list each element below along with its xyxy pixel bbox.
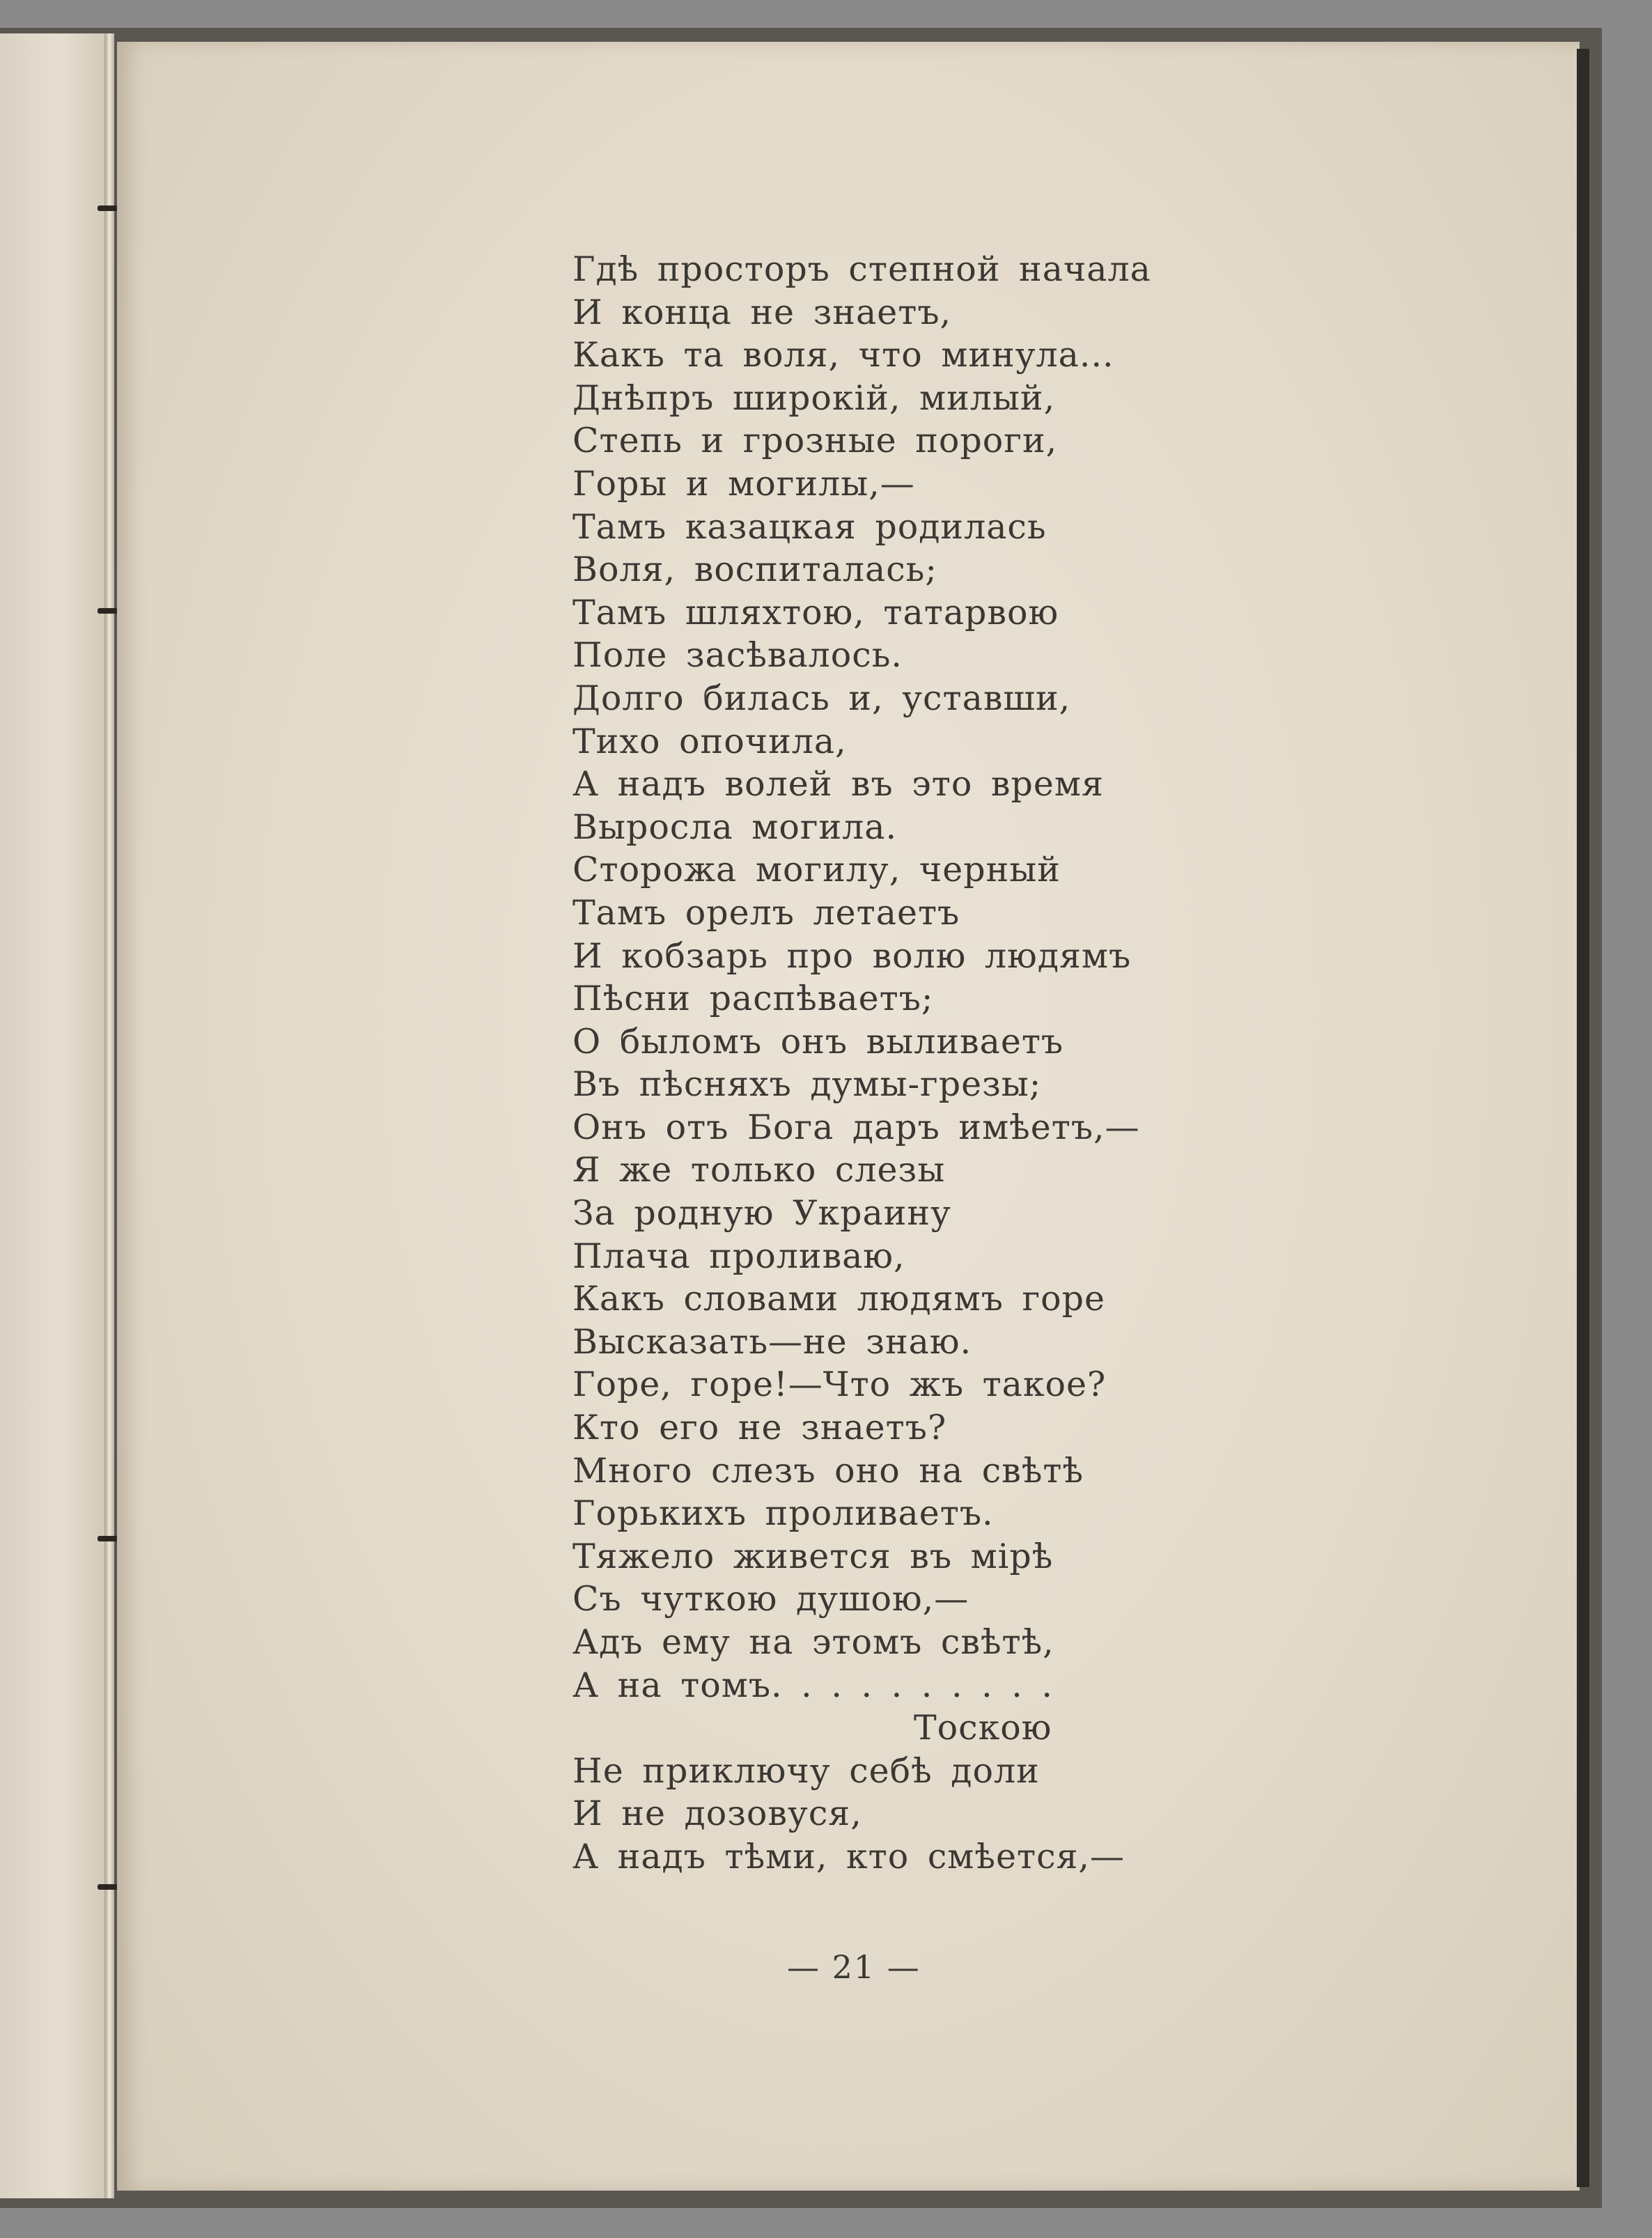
- binding-thread: [104, 33, 114, 2198]
- poem-line: Я же только слезы: [572, 1150, 946, 1190]
- poem-line: Какъ словами людямъ горе: [572, 1279, 1106, 1319]
- poem-line: Поле засѣвалось.: [572, 635, 903, 676]
- poem-line: И конца не знаетъ,: [572, 292, 952, 332]
- poem-line: За родную Украину: [572, 1193, 951, 1234]
- poem-line: Горькихъ проливаетъ.: [572, 1493, 994, 1534]
- poem-line: Высказать—не знаю.: [572, 1321, 972, 1362]
- poem-line: Не приключу себѣ доли: [572, 1750, 1040, 1791]
- poem-line: Тамъ казацкая родилась: [572, 506, 1047, 547]
- poem-line: Выросла могила.: [572, 807, 898, 847]
- poem-line: И не дозовуся,: [572, 1794, 862, 1834]
- poem-line: Онъ отъ Бога даръ имѣетъ,—: [572, 1107, 1140, 1147]
- poem-line: Долго билась и, уставши,: [572, 678, 1071, 718]
- poem-line: Въ пѣсняхъ думы-грезы;: [572, 1064, 1042, 1105]
- poem-line: О быломъ онъ выливаетъ: [572, 1021, 1064, 1062]
- poem-line: А на томъ. . . . . . . . . .: [572, 1665, 1053, 1705]
- poem-line: Тамъ шляхтою, татарвою: [572, 592, 1059, 632]
- poem-line: Сторожа могилу, черный: [572, 850, 1061, 890]
- poem-line: Тяжело живется въ мірѣ: [572, 1536, 1054, 1576]
- poem-line: Съ чуткою душою,—: [572, 1579, 969, 1619]
- poem-line: Степь и грозные пороги,: [572, 421, 1058, 461]
- poem-line: Много слезъ оно на свѣтѣ: [572, 1450, 1084, 1491]
- poem-line: Тамъ орелъ летаетъ: [572, 892, 960, 933]
- page-right-edge: [1577, 49, 1589, 2187]
- poem-text: [572, 248, 1199, 1879]
- poem-line: Тихо опочила,: [572, 721, 847, 761]
- poem-line: Какъ та воля, что минула...: [572, 335, 1114, 375]
- poem-line: А надъ тѣми, кто смѣется,—: [572, 1836, 1125, 1876]
- page-number: — 21 —: [787, 1948, 921, 1986]
- poem-line: Адъ ему на этомъ свѣтѣ,: [572, 1622, 1054, 1662]
- poem-line: Гдѣ просторъ степной начала: [572, 249, 1151, 289]
- poem-line: Кто его не знаетъ?: [572, 1408, 947, 1448]
- poem-line: Тоскою: [914, 1708, 1052, 1748]
- poem-line: Горы и могилы,—: [572, 463, 915, 504]
- poem-line: Пѣсни распѣваетъ;: [572, 979, 934, 1019]
- poem-line: И кобзарь про волю людямъ: [572, 935, 1132, 976]
- poem-line: Днѣпръ широкій, милый,: [572, 378, 1056, 418]
- poem-line: Горе, горе!—Что жъ такое?: [572, 1365, 1107, 1405]
- poem-line: А надъ волей въ это время: [572, 764, 1104, 805]
- left-page-edge: [0, 33, 111, 2198]
- poem-line: Воля, воспиталась;: [572, 550, 937, 590]
- poem-line: Плача проливаю,: [572, 1236, 905, 1276]
